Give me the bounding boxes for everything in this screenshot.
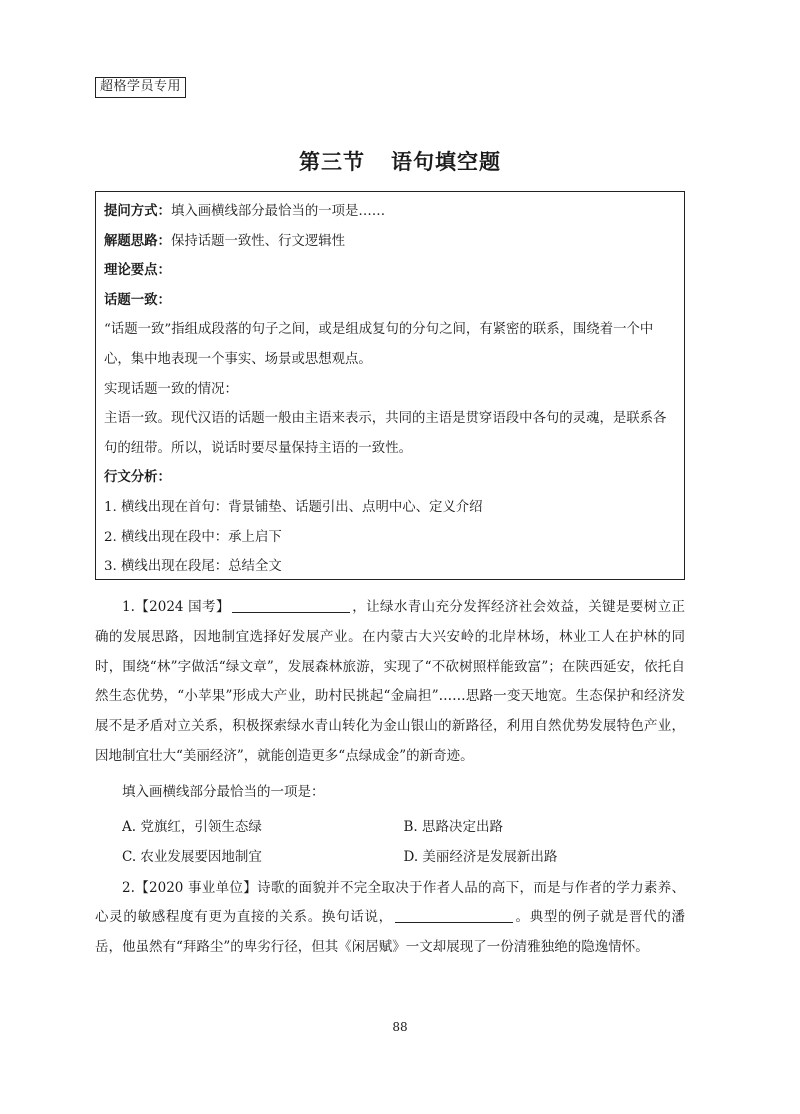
option-c: C. 农业发展要因地制宜 bbox=[122, 848, 262, 865]
option-b: B. 思路决定出路 bbox=[403, 818, 504, 835]
analysis-item: 1. 横线出现在首句：背景铺垫、话题引出、点明中心、定义介绍 bbox=[104, 499, 483, 515]
question-1-options bbox=[122, 812, 685, 872]
section-title-name: 语句填空题 bbox=[391, 150, 501, 174]
question-2-stem bbox=[95, 874, 685, 963]
analysis-item: 2. 横线出现在段中：承上启下 bbox=[104, 529, 282, 545]
section-title-number: 第三节 bbox=[299, 150, 365, 174]
topic-consistency-paragraph: “话题一致”指组成段落的句子之间，或是组成复句的分句之间，有紧密的联系，围绕着一个中心，集中地表现一个事实、场景或思想观点。 bbox=[104, 322, 654, 367]
question-2-source: 2.【2020 事业单位】 bbox=[122, 879, 258, 896]
question-1-prompt: 填入画横线部分最恰当的一项是： bbox=[122, 783, 325, 800]
section-title bbox=[0, 146, 800, 176]
analysis-item: 3. 横线出现在段尾：总结全文 bbox=[104, 559, 282, 575]
topic-consistency-label: 话题一致： bbox=[104, 292, 171, 308]
approach-line bbox=[104, 227, 676, 257]
subject-consistency-paragraph: 主语一致。现代汉语的话题一般由主语来表示，共同的主语是贯穿语段中各句的灵魂，是联系各句的纽带。所以，说话时要尽量保持主语的一致性。 bbox=[104, 411, 667, 456]
ask-method-label: 提问方式： bbox=[104, 204, 171, 219]
member-only-tag: 超格学员专用 bbox=[95, 77, 186, 98]
ask-method-line bbox=[104, 197, 676, 227]
option-d: D. 美丽经济是发展新出路 bbox=[403, 848, 558, 865]
question-2-text-after: 。典型的例子就是晋代的潘岳，他虽然有“拜路尘”的卑劣行径，但其《闲居赋》一文却展现了一份清雅独绝的隐逸情怀。 bbox=[95, 909, 686, 956]
ask-method-text: 填入画横线部分最恰当的一项是…… bbox=[170, 204, 386, 219]
question-2-text-before: 诗歌的面貌并不完全取决于作者人品的高下，而是与作者的学力素养、心灵的敏感程度有更为直接的关系。换句话说， bbox=[95, 879, 686, 926]
theory-box bbox=[95, 191, 685, 580]
question-list bbox=[95, 593, 685, 963]
analysis-label: 行文分析： bbox=[104, 470, 171, 486]
theory-label: 理论要点： bbox=[104, 263, 171, 279]
approach-label: 解题思路： bbox=[104, 233, 171, 249]
page-number: 88 bbox=[392, 1020, 408, 1034]
realize-consistency-label: 实现话题一致的情况： bbox=[104, 381, 238, 397]
answer-blank bbox=[395, 908, 513, 923]
question-1 bbox=[95, 593, 685, 872]
approach-text: 保持话题一致性、行文逻辑性 bbox=[170, 233, 346, 249]
question-1-source: 1.【2024 国考】 bbox=[122, 599, 230, 615]
answer-blank bbox=[232, 598, 350, 613]
option-a: A. 党旗红，引领生态绿 bbox=[122, 818, 262, 835]
question-1-stem bbox=[95, 593, 685, 772]
question-2 bbox=[95, 874, 685, 963]
question-1-text: ，让绿水青山充分发挥经济社会效益，关键是要树立正确的发展思路，因地制宜选择好发展产业。在内蒙古大兴安岭的北岸林场，林业工人在护林的同时，围绕“林”字做活“绿文章”，发展森林旅游，实现了“不砍树照样能致富”；在陕西延安，依托自然生态优势，“小苹果”形成大产业，助村民挑起“金扁担”……思路一变天地宽。生态保护和经济发展不是矛盾对立关系，积极探索绿水青山转化为金山银山的新路径，利用自然优势发展特色产业，因地制宜壮大“美丽经济”，就能创造更多“点绿成金”的新奇迹。 bbox=[95, 599, 686, 764]
